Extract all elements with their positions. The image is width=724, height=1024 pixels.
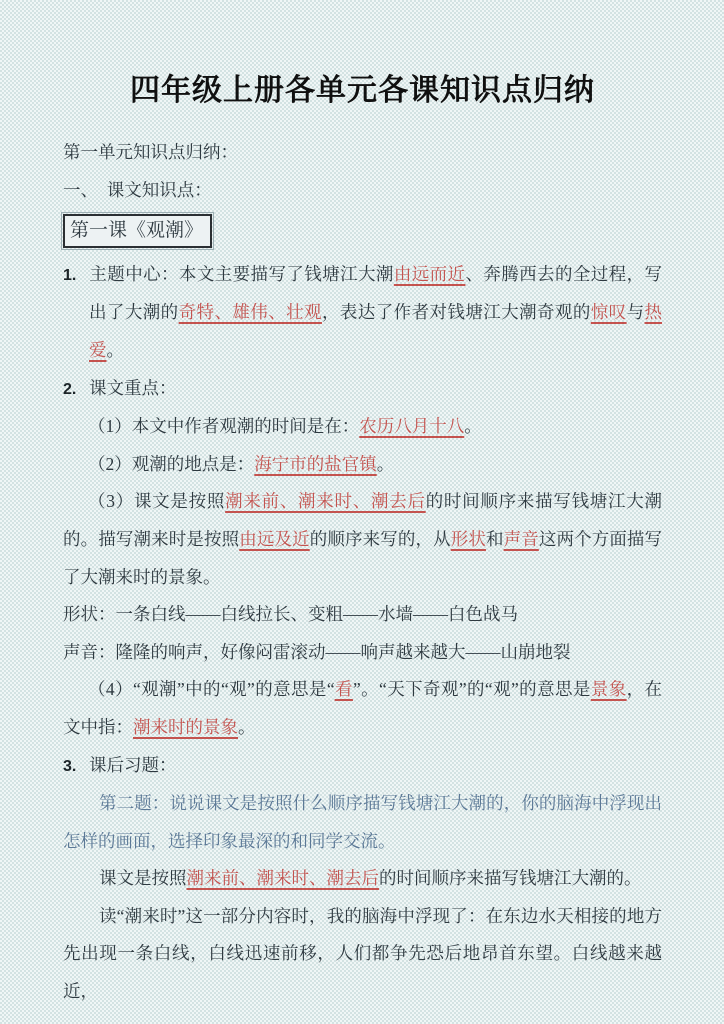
text-segment: ，在文中指： xyxy=(63,679,663,737)
text-segment: 第一课《观潮》 xyxy=(70,220,204,242)
text-segment: ，表达了作者对钱塘江大潮奇观的 xyxy=(321,302,591,323)
text-segment: 。 xyxy=(376,453,395,474)
paragraph xyxy=(63,408,662,446)
highlighted-key-phrase: 潮来时的景象 xyxy=(133,716,238,737)
highlighted-key-phrase: 潮来前、潮来时、潮去后 xyxy=(186,868,379,889)
text-segment: （2）观潮的地点是： xyxy=(88,453,255,474)
paragraph xyxy=(63,634,662,672)
text-segment: （1）本文中作者观潮的时间是在： xyxy=(88,416,360,437)
highlighted-key-phrase: 潮来前、潮来时、潮去后 xyxy=(225,491,426,512)
page-title: 四年级上册各单元各课知识点归纳 xyxy=(130,74,595,107)
text-segment: （3）课文是按照 xyxy=(88,491,226,512)
paragraph xyxy=(63,256,662,370)
text-segment: 声音：隆隆的响声，好像闷雷滚动——响声越来越大——山崩地裂 xyxy=(63,641,571,662)
text-segment: 课文重点： xyxy=(89,377,177,398)
highlighted-key-phrase: 景象 xyxy=(590,679,627,700)
highlighted-key-phrase: 看 xyxy=(334,679,353,700)
text-segment: 。 xyxy=(238,716,256,737)
paragraph xyxy=(63,860,662,898)
text-segment: 的顺序来写的，从 xyxy=(309,528,451,549)
highlighted-key-phrase: 热爱 xyxy=(89,302,663,360)
text-segment: 的时间顺序来描写钱塘江大潮的。 xyxy=(379,868,642,889)
highlighted-key-phrase: 惊叹 xyxy=(590,302,627,323)
paragraph xyxy=(63,747,662,786)
highlighted-key-phrase: 海宁市的盐官镇 xyxy=(254,453,377,474)
highlighted-key-phrase: 奇特、雄伟、壮观 xyxy=(178,302,322,323)
paragraph xyxy=(63,172,662,210)
document-body xyxy=(63,134,662,1011)
highlighted-key-phrase: 由远及近 xyxy=(239,528,310,549)
text-segment: 和 xyxy=(485,528,504,549)
paragraph xyxy=(63,370,662,409)
list-number: 1. xyxy=(63,266,77,284)
paragraph xyxy=(63,134,662,172)
text-segment: 主题中心：本文主要描写了钱塘江大潮 xyxy=(89,263,394,284)
paragraph xyxy=(63,785,662,860)
text-segment: 与 xyxy=(626,302,645,323)
text-segment: 。 xyxy=(464,416,482,437)
text-segment: 。 xyxy=(106,339,124,360)
text-segment: （4）“观潮”中的“观”的意思是“ xyxy=(88,679,335,700)
list-number: 2. xyxy=(63,380,77,398)
highlighted-key-phrase: 农历八月十八 xyxy=(359,416,465,437)
paragraph xyxy=(63,898,662,1011)
text-segment: 第一单元知识点归纳： xyxy=(63,142,238,162)
highlighted-key-phrase: 形状 xyxy=(450,528,486,549)
text-segment: 课文是按照 xyxy=(99,868,187,889)
paragraph xyxy=(63,483,662,596)
paragraph xyxy=(63,596,662,634)
highlighted-key-phrase: 由远而近 xyxy=(393,263,466,284)
lesson-heading-line xyxy=(63,212,662,250)
lesson-title-box xyxy=(63,214,212,248)
list-number: 3. xyxy=(63,757,77,775)
text-segment: ”。“天下奇观”的“观”的意思是 xyxy=(352,679,591,700)
highlighted-key-phrase: 声音 xyxy=(503,528,539,549)
text-segment: 形状：一条白线——白线拉长、变粗——水墙——白色战马 xyxy=(63,604,518,625)
text-segment: 、奔腾西去的全过程，写出了大潮的 xyxy=(89,263,662,323)
text-segment: 读“潮来时”这一部分内容时，我的脑海中浮现了：在东边水天相接的地方先出现一条白线，白线迅速前移，人们都争先恐后地昂首东望。白线越来越近， xyxy=(63,905,662,1002)
paragraph xyxy=(63,446,662,484)
text-segment: 这两个方面描写了大潮来时的景象。 xyxy=(63,528,663,587)
text-segment: 的时间顺序来描写钱塘江大潮的。描写潮来时是按照 xyxy=(63,491,663,549)
text-segment: 课后习题： xyxy=(89,754,177,775)
text-segment: 一、 课文知识点： xyxy=(63,179,212,200)
paragraph xyxy=(63,671,662,746)
text-segment: 第二题：说说课文是按照什么顺序描写钱塘江大潮的，你的脑海中浮现出怎样的画面，选择印象最深的和同学交流。 xyxy=(63,793,662,851)
